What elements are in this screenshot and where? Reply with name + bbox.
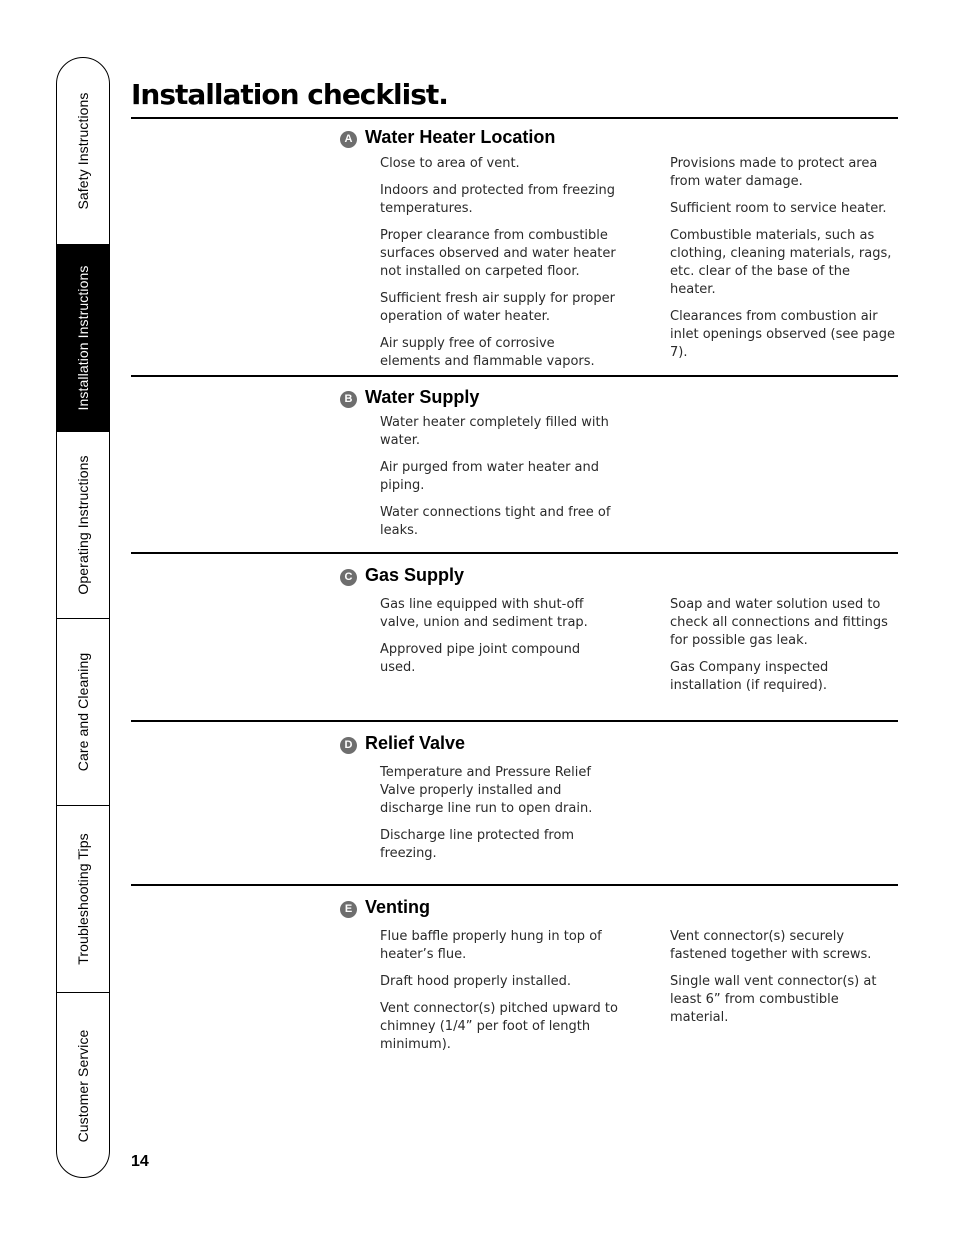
checklist-column-right [670, 928, 898, 1036]
tab-troubleshooting-tips[interactable] [57, 806, 109, 993]
section-title: Relief Valve [365, 733, 466, 753]
checklist-item: Combustible materials, such as clothing, cleaning materials, rags, etc. clear of the base of the heater. [670, 228, 892, 297]
tab-operating-instructions[interactable] [57, 432, 109, 619]
tab-installation-instructions[interactable] [57, 245, 109, 432]
section-letter-badge: A [340, 131, 357, 148]
tab-label: Safety Instructions [75, 92, 91, 210]
section-title: Venting [365, 897, 431, 917]
checklist-item: Single wall vent connector(s) at least 6” from combustible material. [670, 974, 877, 1025]
page-title: Installation checklist. [131, 78, 448, 111]
section-letter-badge: C [340, 569, 357, 586]
checklist-item: Vent connector(s) pitched upward to chimney (1/4” per foot of length minimum). [380, 1001, 618, 1052]
section-letter-badge: E [340, 901, 357, 918]
checklist-column-left [380, 155, 618, 380]
checklist-item: Sufficient fresh air supply for proper operation of water heater. [380, 291, 615, 324]
checklist-column-left [380, 414, 618, 549]
checklist-column-left [380, 928, 618, 1063]
checklist-item: Temperature and Pressure Relief Valve properly installed and discharge line run to open drain. [380, 765, 593, 816]
checklist-column-left [380, 764, 618, 872]
tab-label: Installation Instructions [75, 265, 91, 411]
checklist-item: Draft hood properly installed. [380, 974, 572, 989]
checklist-item: Air purged from water heater and piping. [380, 460, 600, 493]
section-divider [131, 552, 898, 554]
checklist-item: Indoors and protected from freezing temperatures. [380, 183, 616, 216]
checklist-item: Close to area of vent. [380, 156, 520, 171]
checklist-item: Gas Company inspected installation (if required). [670, 660, 829, 693]
checklist-item: Clearances from combustion air inlet openings observed (see page 7). [670, 309, 895, 360]
checklist-item: Water heater completely filled with water. [380, 415, 609, 448]
checklist-item: Provisions made to protect area from water damage. [670, 156, 878, 189]
tab-care-and-cleaning[interactable] [57, 619, 109, 806]
section-heading-relief-valve [340, 733, 465, 754]
section-heading-water-heater-location [340, 127, 555, 148]
section-letter-badge: B [340, 391, 357, 408]
checklist-item: Flue baffle properly hung in top of heater’s flue. [380, 929, 602, 962]
section-heading-gas-supply [340, 565, 464, 586]
tab-label: Care and Cleaning [75, 652, 91, 772]
checklist-item: Vent connector(s) securely fastened together with screws. [670, 929, 872, 962]
tab-label: Customer Service [75, 1029, 91, 1143]
tab-label: Operating Instructions [75, 455, 91, 595]
tab-label: Troubleshooting Tips [75, 833, 91, 965]
tab-safety-instructions[interactable] [57, 58, 109, 245]
section-heading-venting [340, 897, 430, 918]
section-letter-badge: D [340, 737, 357, 754]
section-heading-water-supply [340, 387, 479, 408]
checklist-item: Air supply free of corrosive elements and flammable vapors. [380, 336, 595, 369]
checklist-column-right [670, 596, 898, 704]
page-number: 14 [131, 1153, 149, 1170]
checklist-item: Water connections tight and free of leaks. [380, 505, 611, 538]
title-divider [131, 117, 898, 119]
checklist-item: Discharge line protected from freezing. [380, 828, 575, 861]
section-tabs [56, 57, 110, 1178]
checklist-item: Approved pipe joint compound used. [380, 642, 581, 675]
section-title: Water Heater Location [365, 127, 556, 147]
section-divider [131, 720, 898, 722]
section-divider [131, 884, 898, 886]
tab-customer-service[interactable] [57, 993, 109, 1178]
checklist-column-right [670, 155, 898, 371]
checklist-item: Proper clearance from combustible surfaces observed and water heater not installed on carpeted floor. [380, 228, 616, 279]
checklist-item: Soap and water solution used to check all connections and fittings for possible gas leak. [670, 597, 888, 648]
section-divider [131, 375, 898, 377]
checklist-column-left [380, 596, 618, 686]
checklist-item: Sufficient room to service heater. [670, 201, 887, 216]
section-title: Gas Supply [365, 565, 465, 585]
checklist-item: Gas line equipped with shut-off valve, union and sediment trap. [380, 597, 588, 630]
section-title: Water Supply [365, 387, 480, 407]
